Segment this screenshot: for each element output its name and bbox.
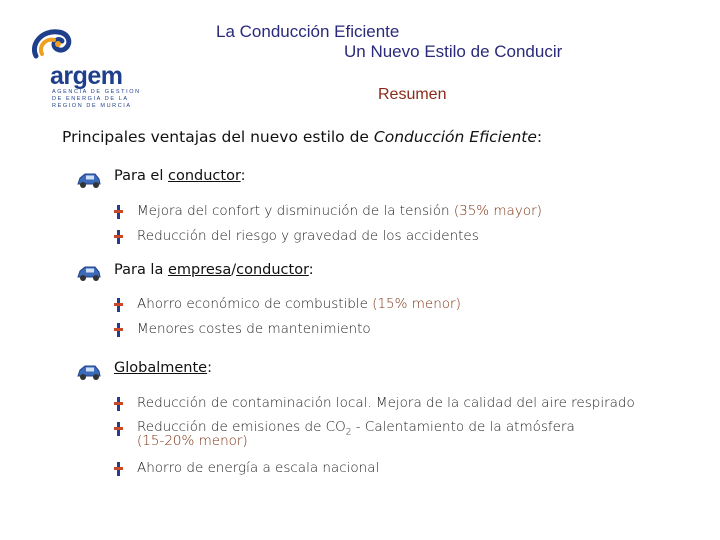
- section-label: [114, 262, 314, 278]
- logo-wordmark: argem: [50, 62, 123, 90]
- page-title-line1: La Conducción Eficiente: [216, 22, 400, 41]
- car-icon: [76, 263, 102, 283]
- list-item: [137, 321, 371, 337]
- label-suffix: :: [308, 262, 314, 278]
- label-underlined: Globalmente: [114, 360, 208, 376]
- label-suffix: :: [207, 360, 212, 376]
- bullet-icon: [114, 230, 123, 244]
- bullet-icon: [114, 462, 123, 476]
- list-item: [137, 203, 542, 219]
- section-label: [114, 360, 212, 376]
- car-icon: [76, 170, 102, 190]
- bullet-icon: [114, 397, 123, 411]
- intro-emphasis: Conducción Eficiente: [373, 128, 537, 146]
- item-text: Mejora del confort y disminución de la tensión: [137, 203, 454, 219]
- label-prefix: Para el: [114, 168, 168, 184]
- list-item: [137, 395, 635, 411]
- section-label: [114, 168, 246, 184]
- label-separator: /: [231, 262, 237, 278]
- list-item: [137, 296, 461, 312]
- intro-suffix: :: [536, 128, 543, 146]
- page-title-line2: Un Nuevo Estilo de Conducir: [344, 42, 563, 61]
- bullet-icon: [114, 205, 123, 219]
- item-highlight: (35% mayor): [453, 203, 542, 219]
- logo-subtitle-line: AGENCIA DE GESTION: [52, 89, 141, 95]
- label-suffix: :: [240, 168, 246, 184]
- item-text: Reducción del riesgo y gravedad de los accidentes: [137, 228, 479, 244]
- item-text: Reducción de emisiones de CO: [137, 419, 346, 435]
- item-highlight: (15% menor): [372, 296, 461, 312]
- item-text: - Calentamiento de la atmósfera: [351, 419, 575, 435]
- item-text: Reducción de contaminación local. Mejora de la calidad del aire respirado: [137, 395, 635, 411]
- logo-subtitle-line: DE ENERGIA DE LA: [52, 96, 129, 102]
- label-prefix: Para la: [114, 262, 168, 278]
- item-highlight: (15-20% menor): [137, 433, 248, 449]
- bullet-icon: [114, 422, 123, 436]
- item-text: Ahorro de energía a escala nacional: [137, 460, 380, 476]
- label-underlined: empresa: [167, 262, 232, 278]
- intro-prefix: Principales ventajas del nuevo estilo de: [62, 128, 374, 146]
- item-text: Menores costes de mantenimiento: [137, 321, 371, 337]
- item-subscript: 2: [345, 427, 352, 438]
- section-subtitle: Resumen: [378, 86, 447, 103]
- label-underlined: conductor: [168, 168, 241, 184]
- intro-heading: [62, 128, 542, 146]
- list-item: [137, 460, 379, 476]
- item-text: Ahorro económico de combustible: [137, 296, 373, 312]
- label-underlined: conductor: [236, 262, 309, 278]
- logo-subtitle-line: REGION DE MURCIA: [52, 103, 132, 109]
- bullet-icon: [114, 323, 123, 337]
- bullet-icon: [114, 298, 123, 312]
- car-icon: [76, 362, 102, 382]
- list-item: [137, 228, 479, 244]
